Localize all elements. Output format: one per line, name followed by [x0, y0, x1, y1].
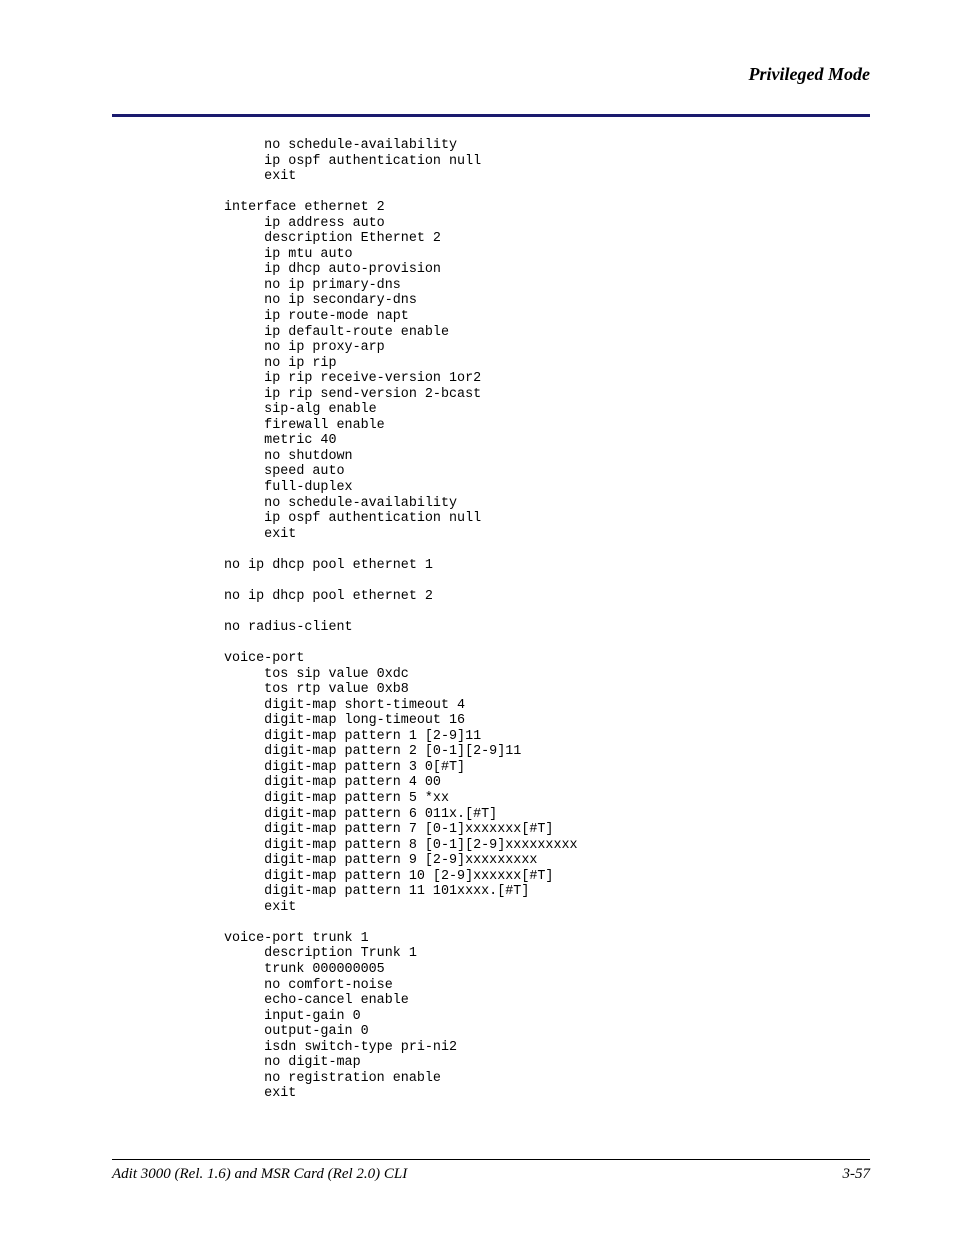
code-line: speed auto: [224, 464, 345, 480]
code-line: no radius-client: [224, 619, 353, 635]
code-line: description Ethernet 2: [224, 231, 441, 247]
code-line: digit-map short-timeout 4: [224, 697, 466, 713]
code-line: digit-map pattern 5 *xx: [224, 790, 449, 806]
code-line: no ip primary-dns: [224, 277, 401, 293]
code-line: no ip proxy-arp: [224, 340, 385, 356]
code-line: no schedule-availability: [224, 138, 458, 153]
code-line: description Trunk 1: [224, 946, 417, 962]
code-line: ip ospf authentication null: [224, 153, 482, 169]
code-line: voice-port trunk 1: [224, 930, 369, 946]
header-rule: [112, 114, 870, 117]
code-line: exit: [224, 899, 297, 915]
code-line: no ip dhcp pool ethernet 1: [224, 557, 433, 573]
blank-line: [224, 636, 578, 652]
code-line: exit: [224, 526, 297, 542]
page-header-title: Privileged Mode: [748, 64, 870, 84]
code-line: ip ospf authentication null: [224, 511, 482, 527]
code-line: firewall enable: [224, 417, 385, 433]
code-line: no shutdown: [224, 448, 353, 464]
code-line: no ip rip: [224, 355, 337, 371]
code-line: digit-map pattern 11 101xxxx.[#T]: [224, 884, 530, 900]
blank-line: [224, 604, 578, 620]
code-line: digit-map pattern 1 [2-9]11: [224, 728, 482, 744]
footer-document-title: Adit 3000 (Rel. 1.6) and MSR Card (Rel 2.0) CLI: [112, 1166, 408, 1182]
code-line: echo-cancel enable: [224, 993, 409, 1009]
code-line: output-gain 0: [224, 1024, 369, 1040]
code-line: digit-map pattern 10 [2-9]xxxxxx[#T]: [224, 868, 554, 884]
code-line: tos sip value 0xdc: [224, 666, 409, 682]
code-line: input-gain 0: [224, 1008, 361, 1024]
footer-rule: [112, 1159, 870, 1160]
code-line: digit-map pattern 6 011x.[#T]: [224, 806, 498, 822]
code-line: digit-map pattern 9 [2-9]xxxxxxxxx: [224, 853, 538, 869]
cli-config-listing: [224, 138, 578, 1102]
code-line: tos rtp value 0xb8: [224, 682, 409, 698]
code-line: no ip dhcp pool ethernet 2: [224, 588, 433, 604]
code-line: full-duplex: [224, 480, 353, 496]
code-line: trunk 000000005: [224, 961, 385, 977]
code-line: digit-map pattern 8 [0-1][2-9]xxxxxxxxx: [224, 837, 578, 853]
code-line: ip rip receive-version 1or2: [224, 371, 482, 387]
code-line: exit: [224, 1086, 297, 1102]
footer-page-number: 3-57: [842, 1166, 870, 1182]
code-line: exit: [224, 169, 297, 185]
code-line: digit-map pattern 7 [0-1]xxxxxxx[#T]: [224, 822, 554, 838]
code-line: digit-map pattern 4 00: [224, 775, 441, 791]
code-line: ip rip send-version 2-bcast: [224, 386, 482, 402]
code-line: ip dhcp auto-provision: [224, 262, 441, 278]
code-line: digit-map pattern 3 0[#T]: [224, 759, 466, 775]
code-line: no comfort-noise: [224, 977, 393, 993]
code-line: no registration enable: [224, 1070, 441, 1086]
code-line: ip default-route enable: [224, 324, 449, 340]
code-line: isdn switch-type pri-ni2: [224, 1039, 458, 1055]
code-line: no digit-map: [224, 1055, 361, 1071]
code-line: voice-port: [224, 651, 305, 667]
code-line: ip route-mode napt: [224, 309, 409, 325]
code-line: interface ethernet 2: [224, 200, 385, 216]
code-line: metric 40: [224, 433, 337, 449]
code-line: sip-alg enable: [224, 402, 377, 418]
code-line: digit-map pattern 2 [0-1][2-9]11: [224, 744, 522, 760]
blank-line: [224, 185, 578, 201]
blank-line: [224, 915, 578, 931]
code-line: no schedule-availability: [224, 495, 458, 511]
blank-line: [224, 542, 578, 558]
blank-line: [224, 573, 578, 589]
code-line: no ip secondary-dns: [224, 293, 417, 309]
code-line: digit-map long-timeout 16: [224, 713, 466, 729]
code-line: ip mtu auto: [224, 246, 353, 262]
code-line: ip address auto: [224, 215, 385, 231]
